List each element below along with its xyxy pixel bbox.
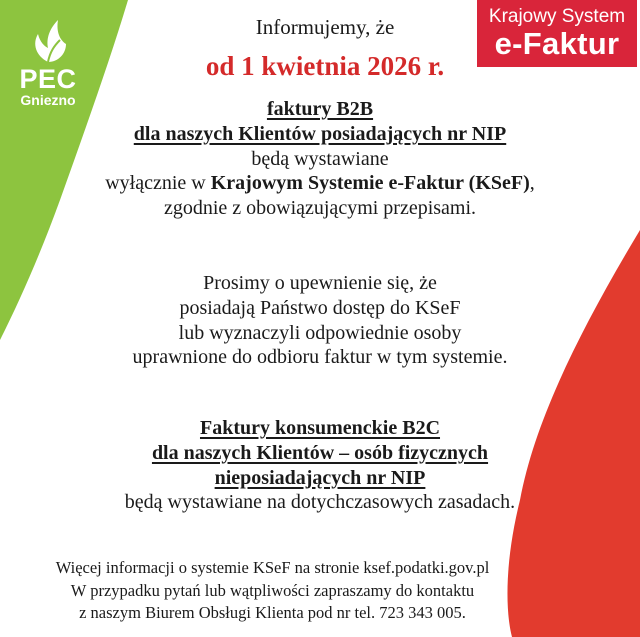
request-section <box>40 271 600 370</box>
footer-line-3: z naszym Biurem Obsługi Klienta pod nr tel. 723 343 005. <box>79 603 466 622</box>
b2b-line-4-suffix: , <box>529 172 535 195</box>
request-line-3: lub wyznaczyli odpowiednie osoby <box>178 321 462 344</box>
b2b-line-5: zgodnie z obowiązującymi przepisami. <box>163 197 477 220</box>
b2c-line-4: będą wystawiane na dotychczasowych zasadach. <box>124 491 516 514</box>
ksef-name: Krajowym Systemie e-Faktur (KSeF) <box>210 172 530 195</box>
b2b-line-4 <box>40 171 600 196</box>
logo-brand: PEC <box>19 64 77 94</box>
leaf-flame-icon <box>26 18 70 64</box>
footer-line-1: Więcej informacji o systemie KSeF na stronie ksef.podatki.gov.pl <box>55 558 490 577</box>
request-line-2: posiadają Państwo dostęp do KSeF <box>179 296 461 319</box>
b2b-line-3: będą wystawiane <box>251 147 389 170</box>
b2c-heading-1: Faktury konsumenckie B2C <box>199 417 441 439</box>
badge-line1: Krajowy System <box>488 6 626 27</box>
b2c-heading-3: nieposiadających nr NIP <box>214 466 426 489</box>
b2b-section <box>40 97 600 221</box>
b2b-heading-1: faktury B2B <box>266 98 374 120</box>
badge-line2: e-Faktur <box>494 26 620 61</box>
footer-info <box>0 557 545 625</box>
logo-city: Gniezno <box>20 92 76 108</box>
pec-logo <box>4 18 92 108</box>
b2b-line-4-prefix: wyłącznie w <box>105 172 211 195</box>
b2c-heading-2: dla naszych Klientów – osób fizycznych <box>151 441 489 464</box>
b2c-section <box>40 416 600 515</box>
request-line-1: Prosimy o upewnienie się, że <box>203 272 437 294</box>
request-line-4: uprawnione do odbioru faktur w tym systemie. <box>132 346 508 369</box>
effective-date: od 1 kwietnia 2026 r. <box>205 51 445 81</box>
intro-text: Informujemy, że <box>255 15 395 39</box>
footer-line-2: W przypadku pytań lub wątpliwości zapraszamy do kontaktu <box>70 580 475 600</box>
b2b-heading-2: dla naszych Klientów posiadających nr NIP <box>133 122 507 145</box>
ksef-badge <box>477 0 637 67</box>
